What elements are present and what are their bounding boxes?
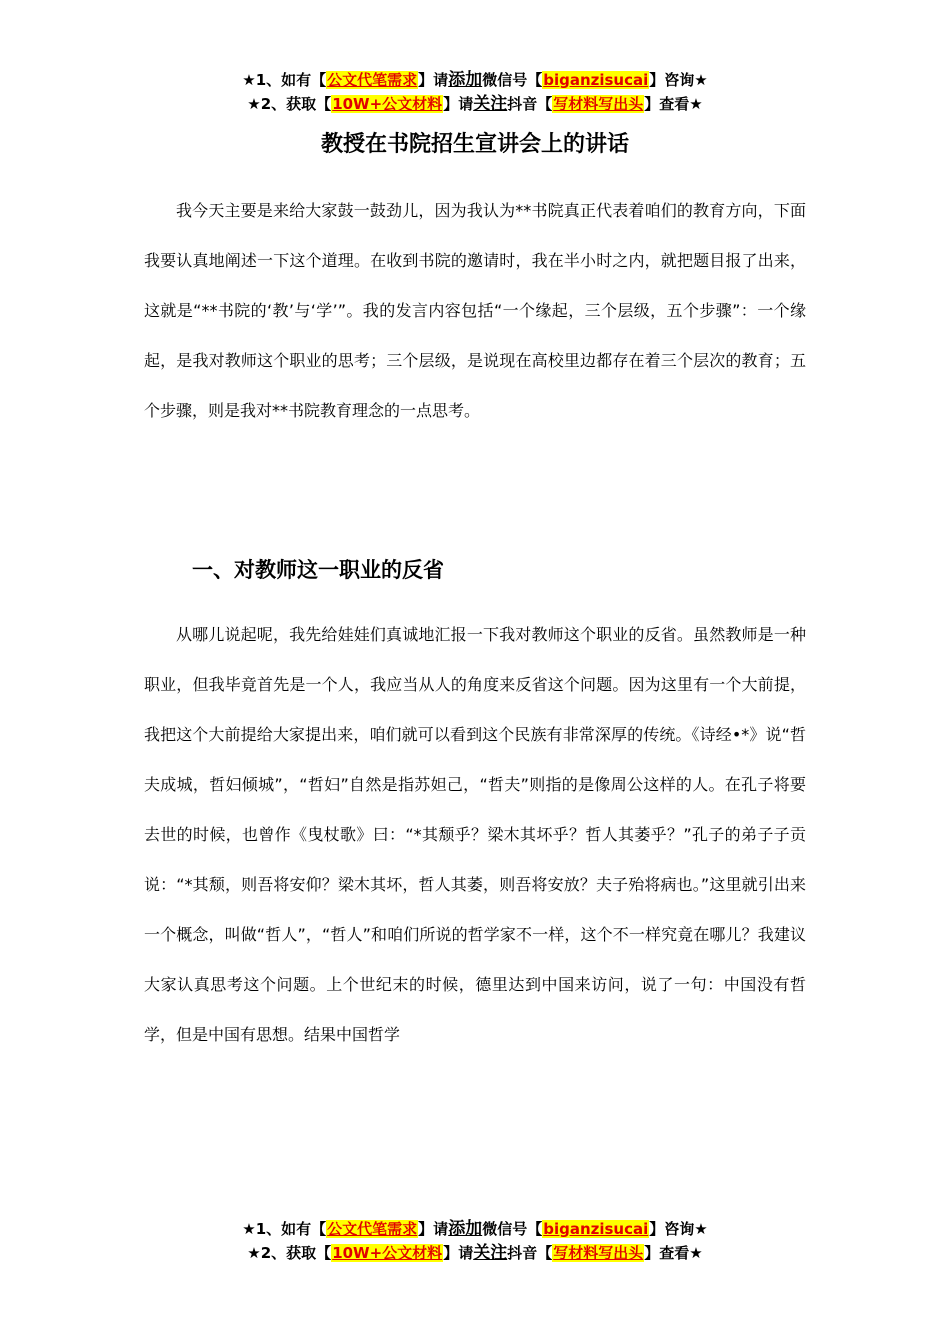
banner-underlined-text: 关注 — [473, 1243, 508, 1263]
banner-underlined-text: 关注 — [473, 94, 508, 114]
document-title: 教授在书院招生宣讲会上的讲话 — [320, 132, 629, 157]
header-banner — [0, 68, 950, 116]
banner-text: 】请 — [443, 1244, 474, 1262]
banner-text: ★1、如有【 — [242, 71, 327, 89]
banner-text: 】咨询★ — [649, 1220, 708, 1238]
banner-text: 】查看★ — [644, 1244, 703, 1262]
banner-highlight-service[interactable]: 公文代笔需求 — [327, 1220, 418, 1238]
banner-line-2 — [0, 92, 950, 116]
banner-line-1 — [0, 1217, 950, 1241]
banner-underlined-text: 添加 — [448, 70, 483, 90]
banner-highlight-wechat-id[interactable]: biganzisucai — [543, 71, 649, 89]
banner-text: 抖音【 — [507, 1244, 553, 1262]
banner-highlight-douyin-account[interactable]: 写材料写出头 — [553, 1244, 644, 1262]
banner-highlight-service[interactable]: 公文代笔需求 — [327, 71, 418, 89]
banner-text: ★1、如有【 — [242, 1220, 327, 1238]
footer-banner — [0, 1217, 950, 1265]
banner-text: 抖音【 — [507, 95, 553, 113]
banner-text: ★2、获取【 — [247, 95, 332, 113]
banner-text: 】请 — [443, 95, 474, 113]
banner-line-1 — [0, 68, 950, 92]
banner-text: 】请 — [418, 71, 449, 89]
body-paragraph-1: 我今天主要是来给大家鼓一鼓劲儿，因为我认为**书院真正代表着咱们的教育方向，下面我要认真地阐述一下这个道理。在收到书院的邀请时，我在半小时之内，就把题目报了出来，这就是“**书院的‘教’与‘学’”。我的发言内容包括“一个缘起，三个层级，五个步骤”：一个缘起，是我对教师这个职业的思考；三个层级，是说现在高校里边都存在着三个层次的教育；五个步骤，则是我对**书院教育理念的一点思考。 — [144, 201, 806, 420]
banner-underlined-text: 添加 — [448, 1219, 483, 1239]
banner-text: 】请 — [418, 1220, 449, 1238]
banner-highlight-materials[interactable]: 10W+公文材料 — [332, 95, 443, 113]
banner-text: 微信号【 — [482, 71, 543, 89]
banner-text: ★2、获取【 — [247, 1244, 332, 1262]
body-paragraph-2: 从哪儿说起呢，我先给娃娃们真诚地汇报一下我对教师这个职业的反省。虽然教师是一种职业，但我毕竟首先是一个人，我应当从人的角度来反省这个问题。因为这里有一个大前提，我把这个大前提给大家提出来，咱们就可以看到这个民族有非常深厚的传统。《诗经•*》说“哲夫成城，哲妇倾城”，“哲妇”自然是指苏妲己，“哲夫”则指的是像周公这样的人。在孔子将要去世的时候，也曾作《曳杖歌》曰：“*其颓乎？梁木其坏乎？哲人其萎乎？”孔子的弟子子贡说：“*其颓，则吾将安仰？梁木其坏，哲人其萎，则吾将安放？夫子殆将病也。”这里就引出来一个概念，叫做“哲人”，“哲人”和咱们所说的哲学家不一样，这个不一样究竟在哪儿？我建议大家认真思考这个问题。上个世纪末的时候，德里达到中国来访问，说了一句：中国没有哲学，但是中国有思想。结果中国哲学 — [144, 625, 806, 1044]
banner-highlight-douyin-account[interactable]: 写材料写出头 — [553, 95, 644, 113]
banner-text: 】查看★ — [644, 95, 703, 113]
banner-line-2 — [0, 1241, 950, 1265]
section-heading-1: 一、对教师这一职业的反省 — [192, 558, 444, 582]
banner-text: 】咨询★ — [649, 71, 708, 89]
banner-highlight-wechat-id[interactable]: biganzisucai — [543, 1220, 649, 1238]
banner-text: 微信号【 — [482, 1220, 543, 1238]
banner-highlight-materials[interactable]: 10W+公文材料 — [332, 1244, 443, 1262]
